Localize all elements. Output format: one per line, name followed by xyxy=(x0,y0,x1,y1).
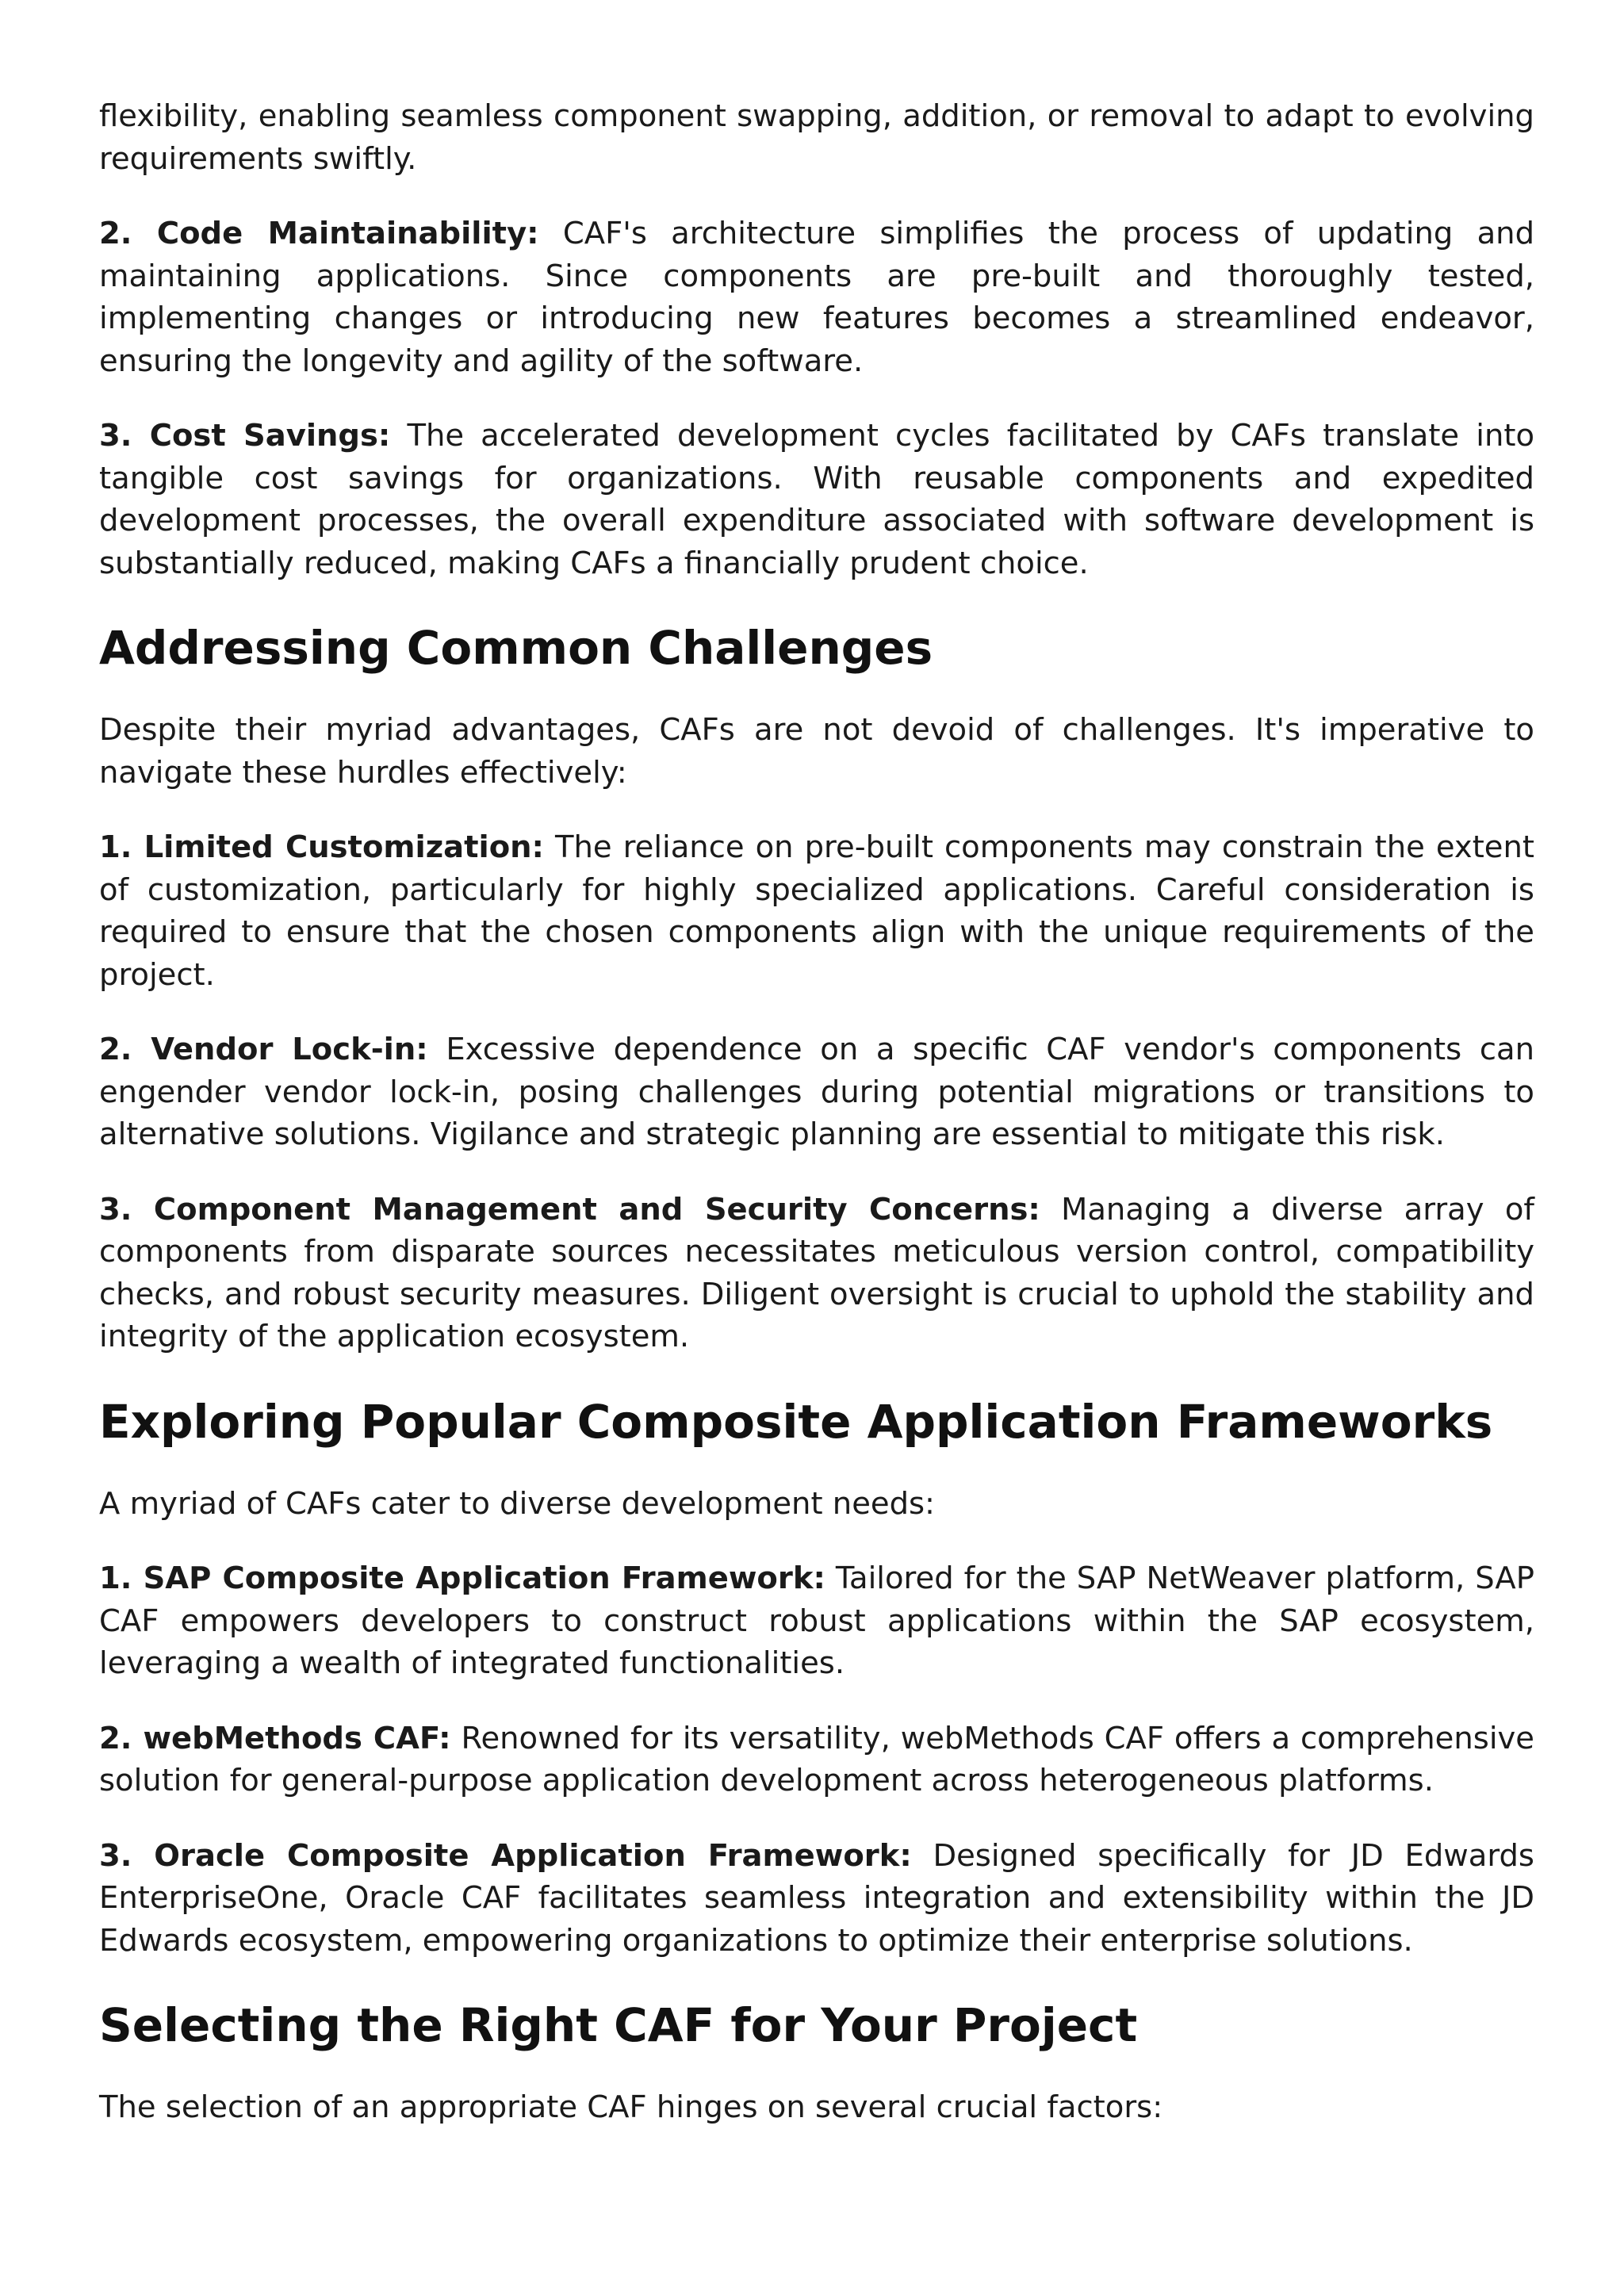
framework-label: 2. webMethods CAF: xyxy=(99,1720,451,1756)
benefit-text: CAF's architecture simplifies the process of updating and maintaining applications. Since components are pre-built and thoroughly tested, implementing changes or introducing new features becomes a streamlined endeavor, ensuring the longevity and agility of the software. xyxy=(99,216,1535,379)
benefit-code-maintainability xyxy=(99,213,1534,382)
framework-webmethods xyxy=(99,1718,1534,1802)
framework-text: Designed specifically for JD Edwards EnterpriseOne, Oracle CAF facilitates seamless integration and extensibility within the JD Edwards ecosystem, empowering organizations to optimize their enterprise solutions. xyxy=(99,1837,1534,1959)
framework-sap xyxy=(99,1557,1534,1685)
challenge-label: 1. Limited Customization: xyxy=(99,829,544,865)
framework-label: 3. Oracle Composite Application Framework: xyxy=(99,1837,912,1874)
framework-oracle xyxy=(99,1835,1534,1963)
challenges-intro: Despite their myriad advantages, CAFs are not devoid of challenges. It's imperative to navigate these hurdles effectively: xyxy=(99,712,1534,791)
framework-text: Tailored for the SAP NetWeaver platform, SAP CAF empowers developers to construct robust applications within the SAP ecosystem, leveraging a wealth of integrated functionalities. xyxy=(99,1561,1534,1681)
challenge-label: 3. Component Management and Security Concerns: xyxy=(99,1191,1040,1227)
benefit-cost-savings xyxy=(99,415,1534,584)
framework-text: Renowned for its versatility, webMethods CAF offers a comprehensive solution for general-purpose application development across heterogeneous platforms. xyxy=(99,1720,1534,1798)
benefit-label: 3. Cost Savings: xyxy=(99,418,391,454)
benefit-text: The accelerated development cycles facilitated by CAFs translate into tangible cost savings for organizations. With reusable components and expedited development processes, the overall expenditure associated with software development is substantially reduced, making CAFs a financially prudent choice. xyxy=(99,418,1534,581)
challenge-component-management xyxy=(99,1189,1534,1358)
document-page xyxy=(99,95,1534,2129)
selecting-intro: The selection of an appropriate CAF hinges on several crucial factors: xyxy=(99,2089,1163,2125)
challenge-limited-customization xyxy=(99,826,1534,996)
framework-label: 1. SAP Composite Application Framework: xyxy=(99,1561,825,1596)
frameworks-intro: A myriad of CAFs cater to diverse development needs: xyxy=(99,1485,936,1522)
challenge-label: 2. Vendor Lock-in: xyxy=(99,1032,428,1067)
heading-selecting-caf: Selecting the Right CAF for Your Project xyxy=(99,1998,1138,2052)
challenge-text: Excessive dependence on a specific CAF vendor's components can engender vendor lock-in, posing challenges during potential migrations or transitions to alternative solutions. Vigilance and strategic planning are essential to mitigate this risk. xyxy=(99,1032,1534,1152)
challenge-vendor-lock-in xyxy=(99,1028,1534,1156)
benefit-label: 2. Code Maintainability: xyxy=(99,216,539,251)
heading-addressing-challenges: Addressing Common Challenges xyxy=(99,621,933,675)
heading-exploring-frameworks: Exploring Popular Composite Application Frameworks xyxy=(99,1394,1493,1449)
challenge-text: Managing a diverse array of components from disparate sources necessitates meticulous version control, compatibility checks, and robust security measures. Diligent oversight is crucial to uphold the stability and integrity of the application ecosystem. xyxy=(99,1191,1534,1354)
intro-tail-paragraph: flexibility, enabling seamless component swapping, addition, or removal to adapt to evolving requirements swiftly. xyxy=(99,98,1534,177)
challenge-text: The reliance on pre-built components may constrain the extent of customization, particularly for highly specialized applications. Careful consideration is required to ensure that the chosen components align with the unique requirements of the project. xyxy=(99,829,1534,993)
